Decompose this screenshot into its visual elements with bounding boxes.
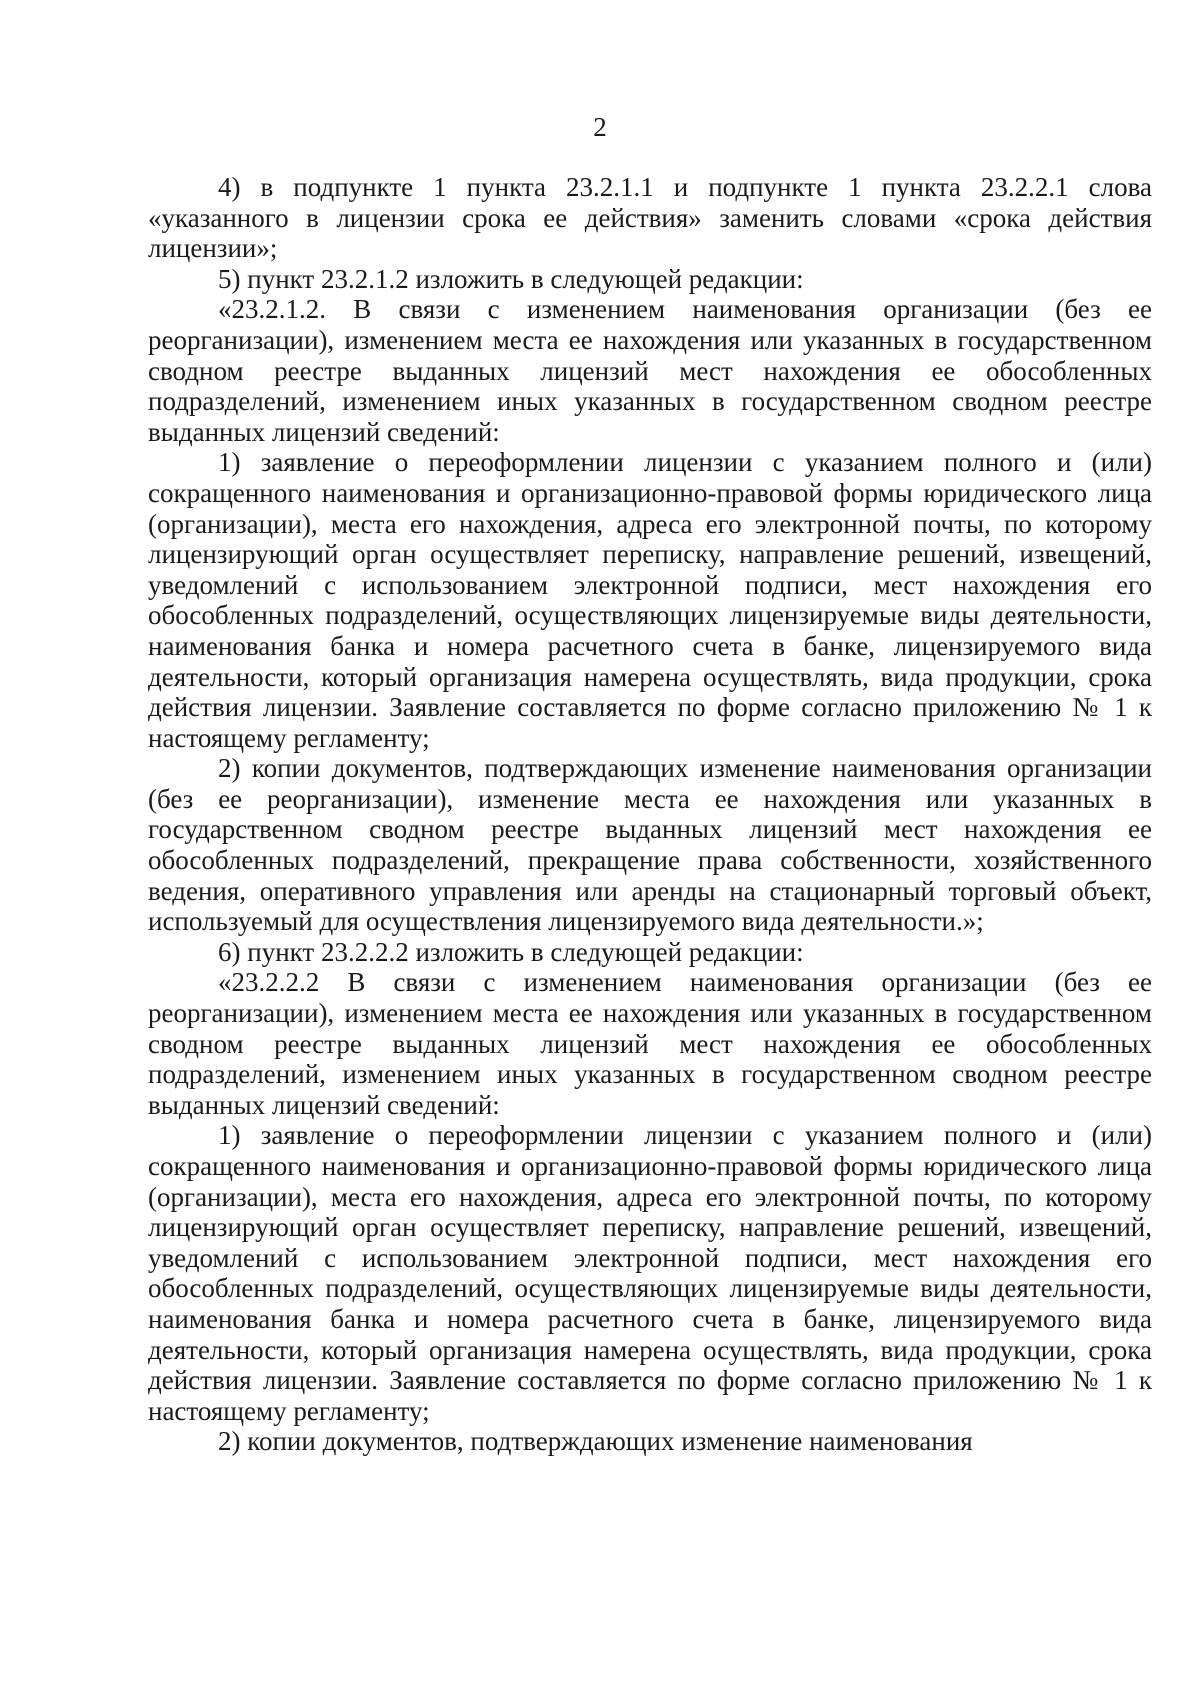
amendment-item-4: 4) в подпункте 1 пункта 23.2.1.1 и подпункте 1 пункта 23.2.2.1 слова «указанного в лицензии срока ее действия» заменить словами «срока действия лицензии»; bbox=[148, 172, 1152, 264]
clause-23-2-2-2: «23.2.2.2 В связи с изменением наименования организации (без ее реорганизации), изменением места ее нахождения или указанных в государственном сводном реестре выданных лицензий мест нахождения ее обособленных подразделений, изменением иных указанных в государственном сводном реестре выданных лицензий сведений: bbox=[148, 967, 1152, 1120]
clause-23-2-1-2: «23.2.1.2. В связи с изменением наименования организации (без ее реорганизации), изменением места ее нахождения или указанных в государственном сводном реестре выданных лицензий мест нахождения ее обособленных подразделений, изменением иных указанных в государственном сводном реестре выданных лицензий сведений: bbox=[148, 294, 1152, 447]
amendment-item-6: 6) пункт 23.2.2.2 изложить в следующей редакции: bbox=[218, 936, 804, 967]
clause-23-2-1-2-sub-2: 2) копии документов, подтверждающих изменение наименования организации (без ее реорганизации), изменение места ее нахождения или указанных в государственном сводном реестре выданных лицензий мест нахождения ее обособленных подразделений, прекращение права собственности, хозяйственного ведения, оперативного управления или аренды на стационарный торговый объект, используемый для осуществления лицензируемого вида деятельности.»; bbox=[148, 753, 1152, 937]
clause-23-2-2-2-sub-2: 2) копии документов, подтверждающих изменение наименования bbox=[218, 1426, 973, 1457]
clause-23-2-2-2-sub-1: 1) заявление о переоформлении лицензии с указанием полного и (или) сокращенного наименования и организационно-правовой формы юридического лица (организации), места его нахождения, адреса его электронной почты, по которому лицензирующий орган осуществляет переписку, направление решений, извещений, уведомлений с использованием электронной подписи, мест нахождения его обособленных подразделений, осуществляющих лицензируемые виды деятельности, наименования банка и номера расчетного счета в банке, лицензируемого вида деятельности, который организация намерена осуществлять, вида продукции, срока действия лицензии. Заявление составляется по форме согласно приложению № 1 к настоящему регламенту; bbox=[148, 1120, 1152, 1426]
page-number: 2 bbox=[593, 112, 607, 142]
amendment-item-5: 5) пункт 23.2.1.2 изложить в следующей редакции: bbox=[218, 263, 804, 294]
clause-23-2-1-2-sub-1: 1) заявление о переоформлении лицензии с указанием полного и (или) сокращенного наименования и организационно-правовой формы юридического лица (организации), места его нахождения, адреса его электронной почты, по которому лицензирующий орган осуществляет переписку, направление решений, извещений, уведомлений с использованием электронной подписи, мест нахождения его обособленных подразделений, осуществляющих лицензируемые виды деятельности, наименования банка и номера расчетного счета в банке, лицензируемого вида деятельности, который организация намерена осуществлять, вида продукции, срока действия лицензии. Заявление составляется по форме согласно приложению № 1 к настоящему регламенту; bbox=[148, 447, 1152, 753]
document-body bbox=[148, 172, 1152, 1457]
